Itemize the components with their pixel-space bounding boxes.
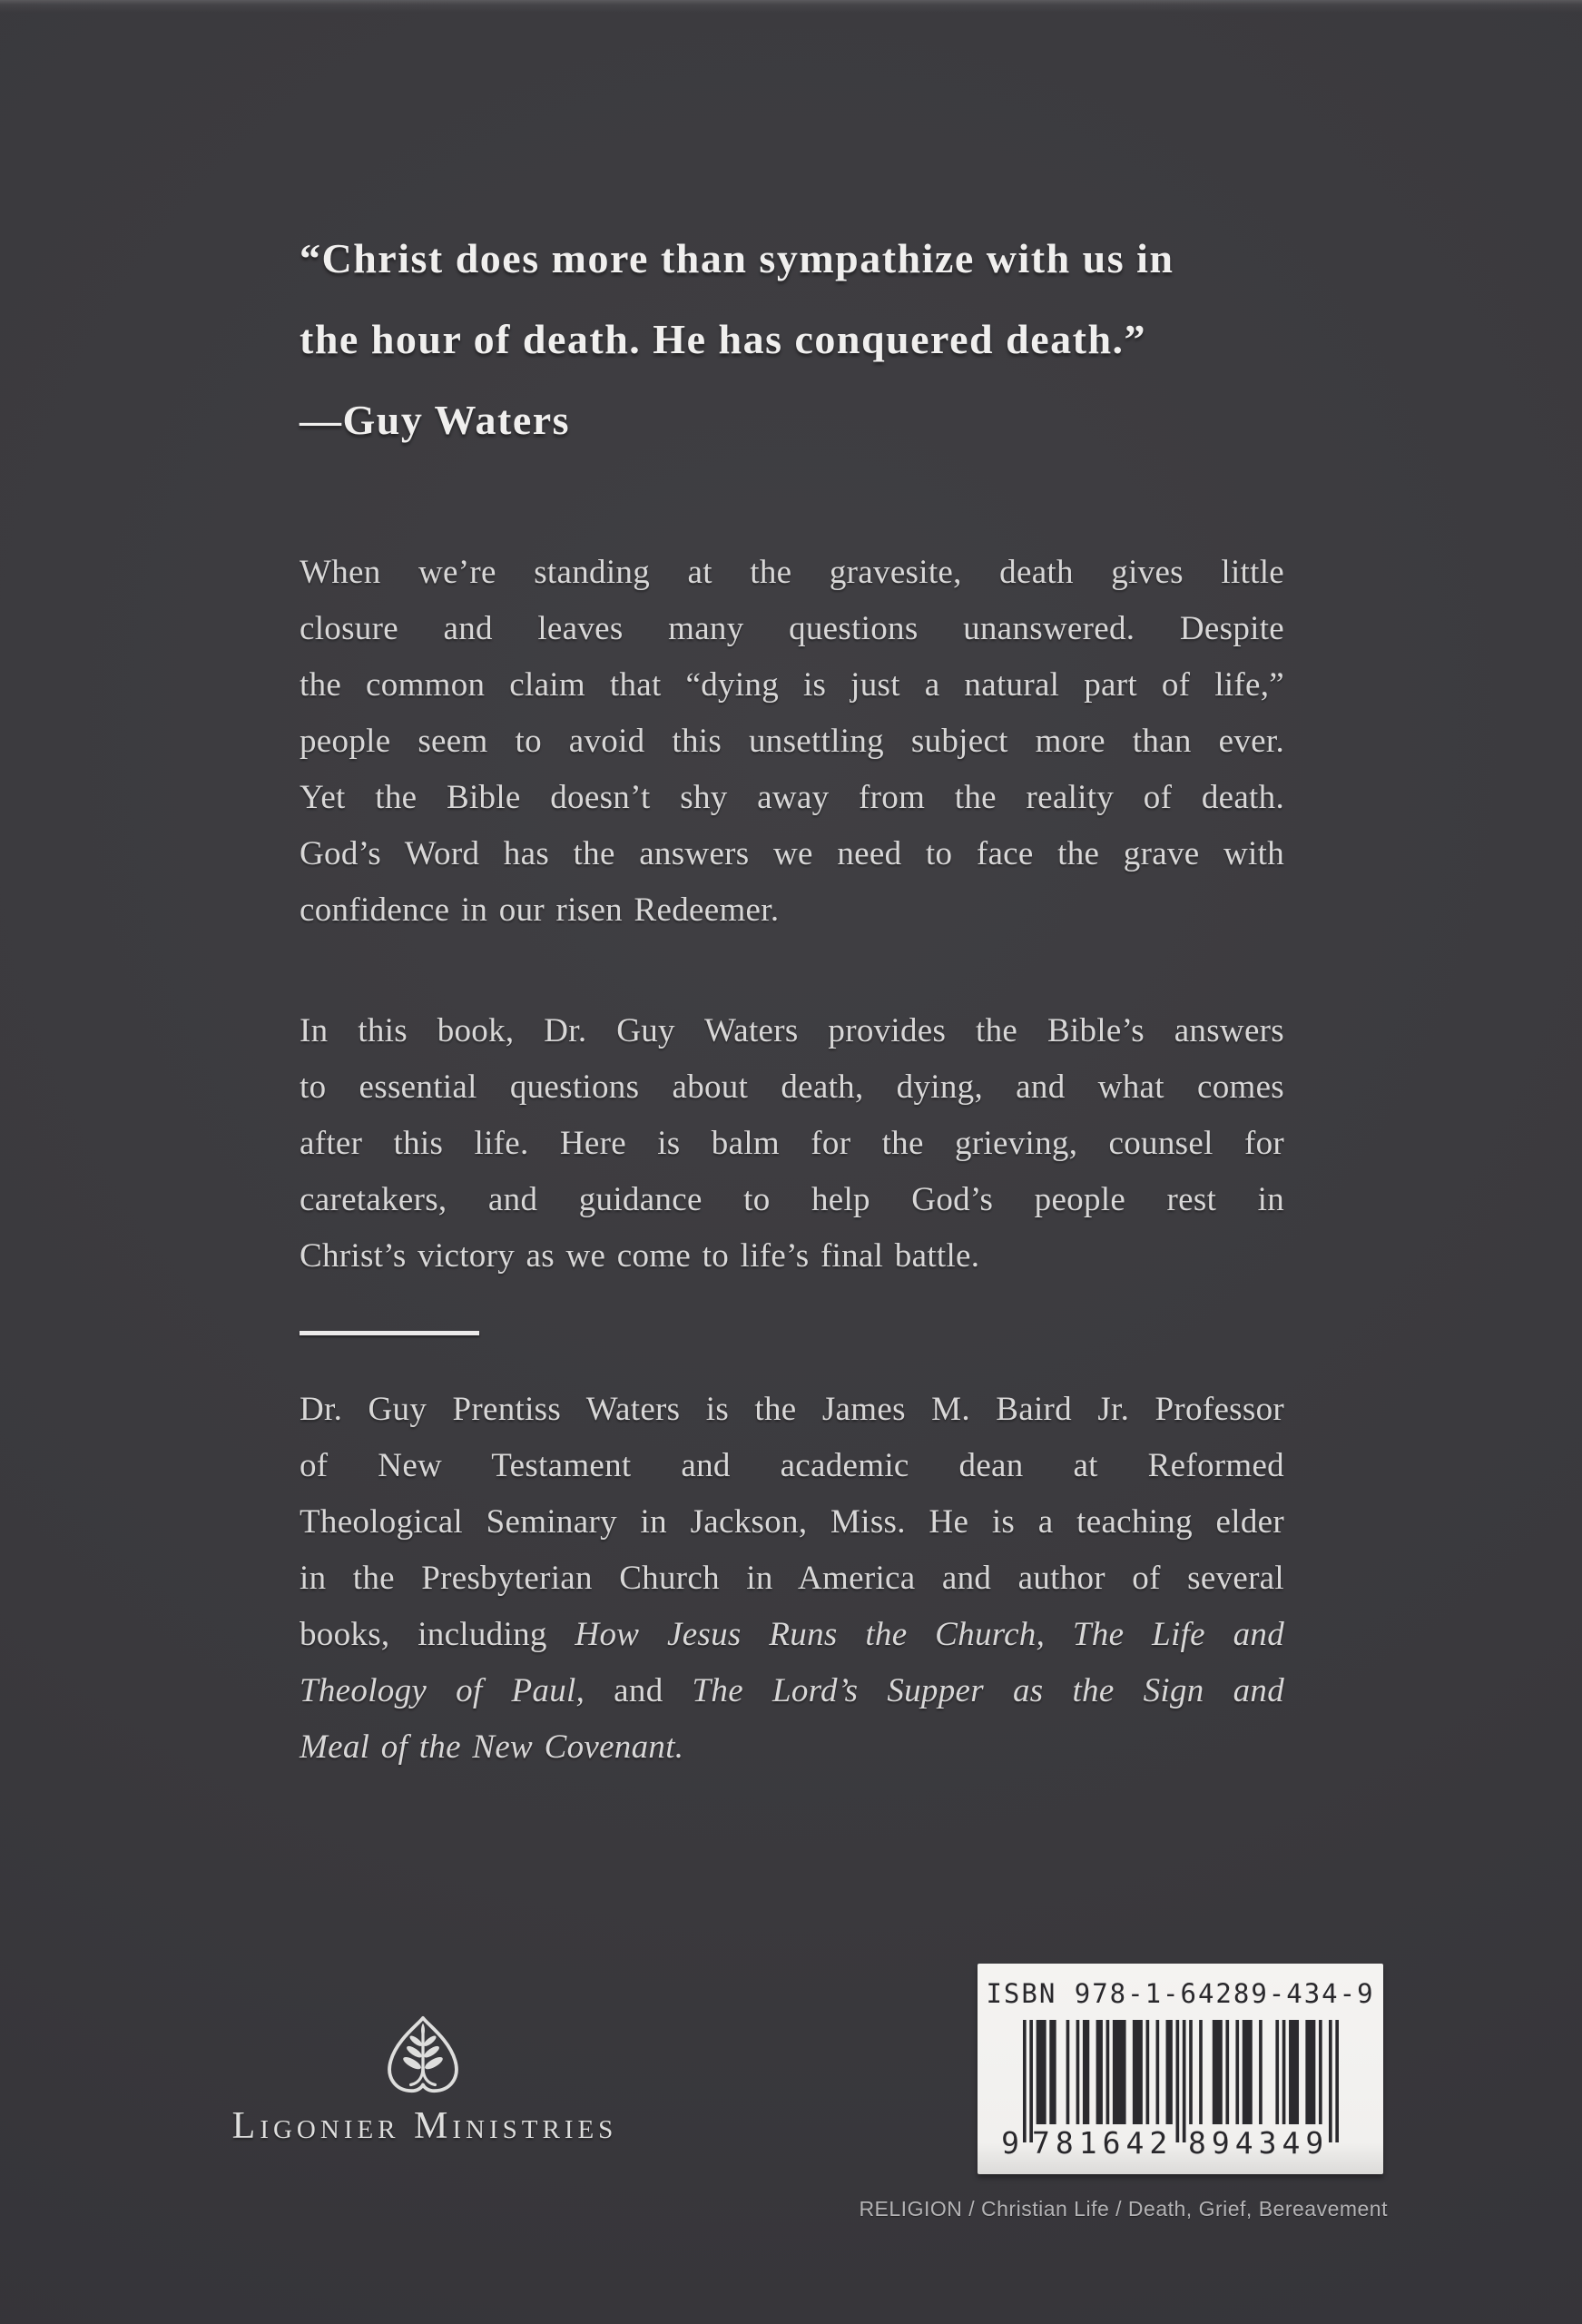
text-line: Dr. Guy Prentiss Waters is the James M. Baird Jr. Professor: [300, 1391, 1284, 1428]
pull-quote-line-2: the hour of death. He has conquered death.”: [300, 316, 1147, 362]
text-line: Theology of Paul, and The Lord’s Supper as the Sign and: [300, 1672, 1284, 1709]
text-line: of New Testament and academic dean at Reformed: [300, 1447, 1284, 1484]
quote-attribution: —Guy Waters: [300, 397, 571, 443]
ligonier-tree-icon: [378, 2015, 467, 2095]
text-line: the common claim that “dying is just a natural part of life,”: [300, 666, 1284, 704]
paragraph-book-summary: [300, 1003, 1284, 1285]
text-line: God’s Word has the answers we need to face the grave with: [300, 835, 1284, 872]
category-label: RELIGION / Christian Life / Death, Grief, Bereavement: [859, 2197, 1388, 2221]
barcode-digit-left: 9: [1001, 2125, 1019, 2161]
paragraph-death-overview: [300, 545, 1284, 939]
text-line: Christ’s victory as we come to life’s final battle.: [300, 1237, 980, 1275]
text-line: caretakers, and guidance to help God’s people rest in: [300, 1181, 1284, 1218]
barcode-box: [978, 1964, 1383, 2174]
paragraph-author-bio: [300, 1382, 1284, 1776]
barcode-bars: [1023, 2020, 1339, 2142]
isbn-label: ISBN 978-1-64289-434-9: [986, 1978, 1375, 2009]
pull-quote: [300, 218, 1298, 460]
pull-quote-line-1: “Christ does more than sympathize with us in: [300, 235, 1174, 281]
text-line: When we’re standing at the gravesite, death gives little: [300, 554, 1284, 591]
text-line: people seem to avoid this unsettling subject more than ever.: [300, 723, 1284, 760]
text-line: in the Presbyterian Church in America and author of several: [300, 1560, 1284, 1597]
text-line: Meal of the New Covenant.: [300, 1728, 684, 1766]
divider-rule: [300, 1331, 479, 1335]
barcode-digits-group2: 894349: [1188, 2125, 1330, 2161]
text-line: to essential questions about death, dying, and what comes: [300, 1068, 1284, 1106]
publisher-wordmark: Ligonier Ministries: [231, 2105, 618, 2147]
text-line: Theological Seminary in Jackson, Miss. He is a teaching elder: [300, 1503, 1284, 1541]
text-line: books, including How Jesus Runs the Church, The Life and: [300, 1616, 1284, 1653]
text-line: after this life. Here is balm for the grieving, counsel for: [300, 1125, 1284, 1162]
text-line: Yet the Bible doesn’t shy away from the reality of death.: [300, 779, 1284, 816]
text-line: In this book, Dr. Guy Waters provides the Bible’s answers: [300, 1012, 1284, 1049]
text-line: closure and leaves many questions unanswered. Despite: [300, 610, 1284, 647]
text-line: confidence in our risen Redeemer.: [300, 891, 780, 929]
barcode-digits-group1: 781642: [1032, 2125, 1174, 2161]
